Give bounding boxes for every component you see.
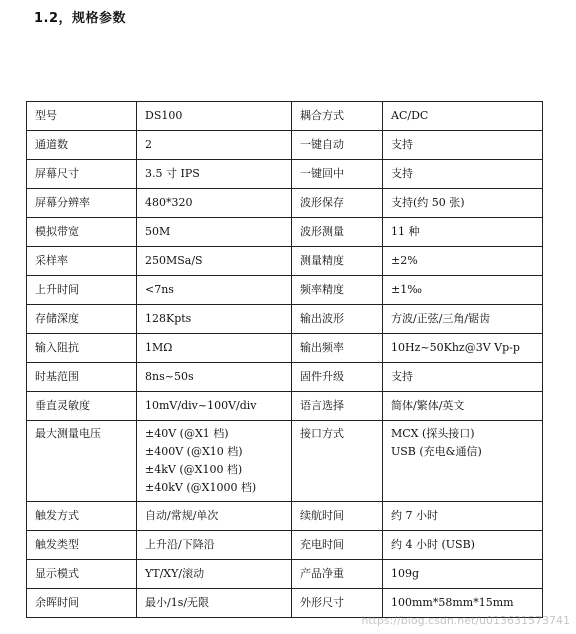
spec-value: 方波/正弦/三角/锯齿 [383,305,543,334]
spec-label: 模拟带宽 [27,218,137,247]
spec-label: 接口方式 [292,421,383,502]
spec-value: 128Kpts [137,305,292,334]
spec-value: 支持 [383,131,543,160]
spec-value [137,421,292,502]
spec-label: 一键回中 [292,160,383,189]
spec-label: 存储深度 [27,305,137,334]
spec-value: 自动/常规/单次 [137,502,292,531]
spec-label: 最大测量电压 [27,421,137,502]
table-row [27,392,543,421]
spec-value: 109g [383,560,543,589]
table-row [27,305,543,334]
spec-value: DS100 [137,102,292,131]
spec-label: 显示模式 [27,560,137,589]
spec-value: 支持 [383,160,543,189]
spec-table [26,101,543,618]
spec-value: AC/DC [383,102,543,131]
spec-label: 屏幕分辨率 [27,189,137,218]
spec-value: 10Hz~50Khz@3V Vp-p [383,334,543,363]
spec-value: <7ns [137,276,292,305]
spec-label: 垂直灵敏度 [27,392,137,421]
table-row [27,421,543,502]
spec-value-line: ±40kV (@X1000 档) [145,481,257,494]
spec-value: 2 [137,131,292,160]
spec-label: 屏幕尺寸 [27,160,137,189]
spec-label: 输入阻抗 [27,334,137,363]
spec-value: 1MΩ [137,334,292,363]
table-row [27,102,543,131]
spec-value-line: ±4kV (@X100 档) [145,463,243,476]
spec-label: 耦合方式 [292,102,383,131]
spec-label: 续航时间 [292,502,383,531]
spec-value: 支持 [383,363,543,392]
spec-label: 一键自动 [292,131,383,160]
spec-label: 固件升级 [292,363,383,392]
spec-label: 频率精度 [292,276,383,305]
spec-value: 3.5 寸 IPS [137,160,292,189]
spec-value: 100mm*58mm*15mm [383,589,543,618]
table-row [27,160,543,189]
section-heading: 1.2，规格参数 [34,11,127,26]
table-row [27,247,543,276]
spec-value: 50M [137,218,292,247]
spec-label: 上升时间 [27,276,137,305]
spec-label: 充电时间 [292,531,383,560]
spec-value: 11 种 [383,218,543,247]
watermark: https://blog.csdn.net/u013631573741 [361,614,570,627]
spec-label: 测量精度 [292,247,383,276]
spec-value: 上升沿/下降沿 [137,531,292,560]
table-row [27,560,543,589]
spec-label: 触发方式 [27,502,137,531]
table-row [27,276,543,305]
spec-label: 通道数 [27,131,137,160]
spec-value: 简体/繁体/英文 [383,392,543,421]
spec-value: 支持(约 50 张) [383,189,543,218]
spec-value-line: ±400V (@X10 档) [145,445,243,458]
spec-value: 10mV/div~100V/div [137,392,292,421]
spec-value-line: ±40V (@X1 档) [145,427,229,440]
spec-value: 480*320 [137,189,292,218]
spec-label: 产品净重 [292,560,383,589]
spec-label: 波形保存 [292,189,383,218]
spec-value: 8ns~50s [137,363,292,392]
spec-value: YT/XY/滚动 [137,560,292,589]
table-row [27,189,543,218]
spec-value: ±1‰ [383,276,543,305]
spec-value: 250MSa/S [137,247,292,276]
spec-label: 波形测量 [292,218,383,247]
spec-label: 输出频率 [292,334,383,363]
table-row [27,131,543,160]
table-row [27,363,543,392]
table-row [27,334,543,363]
spec-label: 触发类型 [27,531,137,560]
table-row [27,218,543,247]
spec-value: ±2% [383,247,543,276]
table-row [27,531,543,560]
spec-label: 语言选择 [292,392,383,421]
spec-label: 型号 [27,102,137,131]
table-row [27,502,543,531]
spec-value: 约 7 小时 [383,502,543,531]
spec-label: 余晖时间 [27,589,137,618]
spec-value: 约 4 小时 (USB) [383,531,543,560]
spec-value-line: MCX (探头接口) [391,427,475,440]
spec-label: 外形尺寸 [292,589,383,618]
spec-value-line: USB (充电&通信) [391,445,482,458]
spec-label: 采样率 [27,247,137,276]
spec-value [383,421,543,502]
spec-value: 最小/1s/无限 [137,589,292,618]
spec-label: 时基范围 [27,363,137,392]
spec-label: 输出波形 [292,305,383,334]
spec-table-body [27,102,543,618]
